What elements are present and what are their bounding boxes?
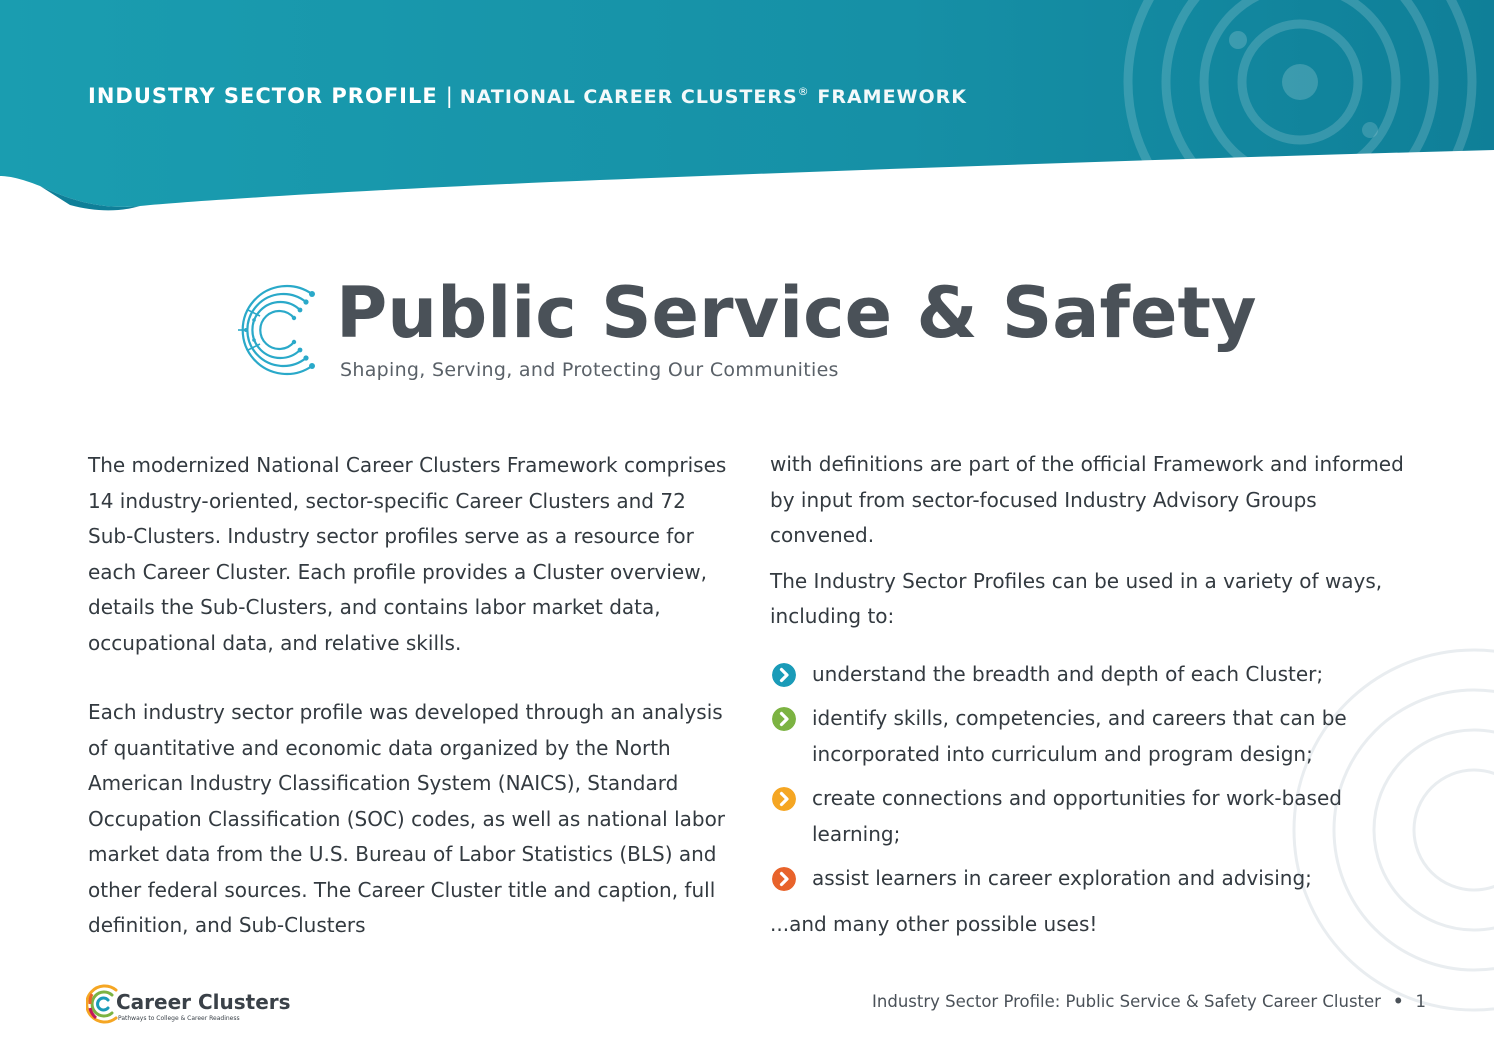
continuation-paragraph: with definitions are part of the official Framework and informed by input from sector-focused Industry Advisory Groups convened. (770, 452, 1404, 547)
career-cluster-c-logo-icon (234, 280, 326, 380)
list-item (770, 657, 1410, 693)
right-column (770, 447, 1410, 942)
uses-intro-paragraph: The Industry Sector Profiles can be used in a variety of ways, including to: (770, 568, 1383, 628)
chevron-right-icon (772, 867, 796, 891)
header-framework-label: NATIONAL CAREER CLUSTERS (459, 86, 798, 108)
footer-caption: Industry Sector Profile: Public Service & Safety Career Cluster (872, 992, 1381, 1011)
list-item (770, 701, 1410, 772)
footer-logo-tagline: Pathways to College & Career Readiness (118, 1015, 240, 1022)
page-title: Public Service & Safety (336, 272, 1257, 354)
chevron-circle (772, 663, 796, 687)
footer-logo (86, 980, 291, 1028)
closing-line: ...and many other possible uses! (770, 911, 1098, 936)
page-subtitle: Shaping, Serving, and Protecting Our Communities (340, 359, 839, 381)
header-separator: | (445, 84, 454, 108)
chevron-circle (772, 787, 796, 811)
list-item-text: assist learners in career exploration and advising; (812, 866, 1312, 890)
chevron-circle (772, 707, 796, 731)
list-item-text: identify skills, competencies, and careers that can be incorporated into curriculum and program design; (812, 706, 1347, 766)
methodology-paragraph: Each industry sector profile was developed through an analysis of quantitative and economic data organized by the North American Industry Classification System (NAICS), Standard Occupation Classification (SOC) codes, as well as national labor market data from the U.S. Bureau of Labor Statistics (BLS) and other federal sources. The Career Cluster title and caption, full definition, and Sub-Clusters (88, 700, 726, 937)
list-item (770, 861, 1410, 897)
header-profile-label: INDUSTRY SECTOR PROFILE (88, 84, 438, 108)
registered-mark: ® (797, 85, 810, 98)
footer-caption-row (872, 992, 1426, 1011)
intro-paragraph: The modernized National Career Clusters Framework comprises 14 industry-oriented, sector-specific Career Clusters and 72 Sub-Clusters. Industry sector profiles serve as a resource for each Career Cluster. Each profile provides a Cluster overview, details the Sub-Clusters, and contains labor market data, occupational data, and relative skills. (88, 453, 727, 655)
list-item-text: understand the breadth and depth of each Cluster; (812, 661, 1324, 686)
chevron-right-icon (772, 787, 796, 811)
left-column (88, 448, 728, 944)
career-clusters-logo-icon (86, 982, 120, 1026)
footer-bullet: • (1392, 992, 1404, 1011)
header-framework-suffix: FRAMEWORK (817, 86, 968, 108)
list-item (770, 781, 1410, 852)
header-title (88, 84, 967, 108)
page-number: 1 (1415, 992, 1426, 1011)
chevron-circle (772, 867, 796, 891)
uses-list (770, 657, 1410, 897)
chevron-right-icon (772, 707, 796, 731)
chevron-right-icon (772, 663, 796, 687)
list-item-text: create connections and opportunities for work-based learning; (812, 786, 1342, 846)
footer-logo-text: Career Clusters (116, 990, 291, 1014)
